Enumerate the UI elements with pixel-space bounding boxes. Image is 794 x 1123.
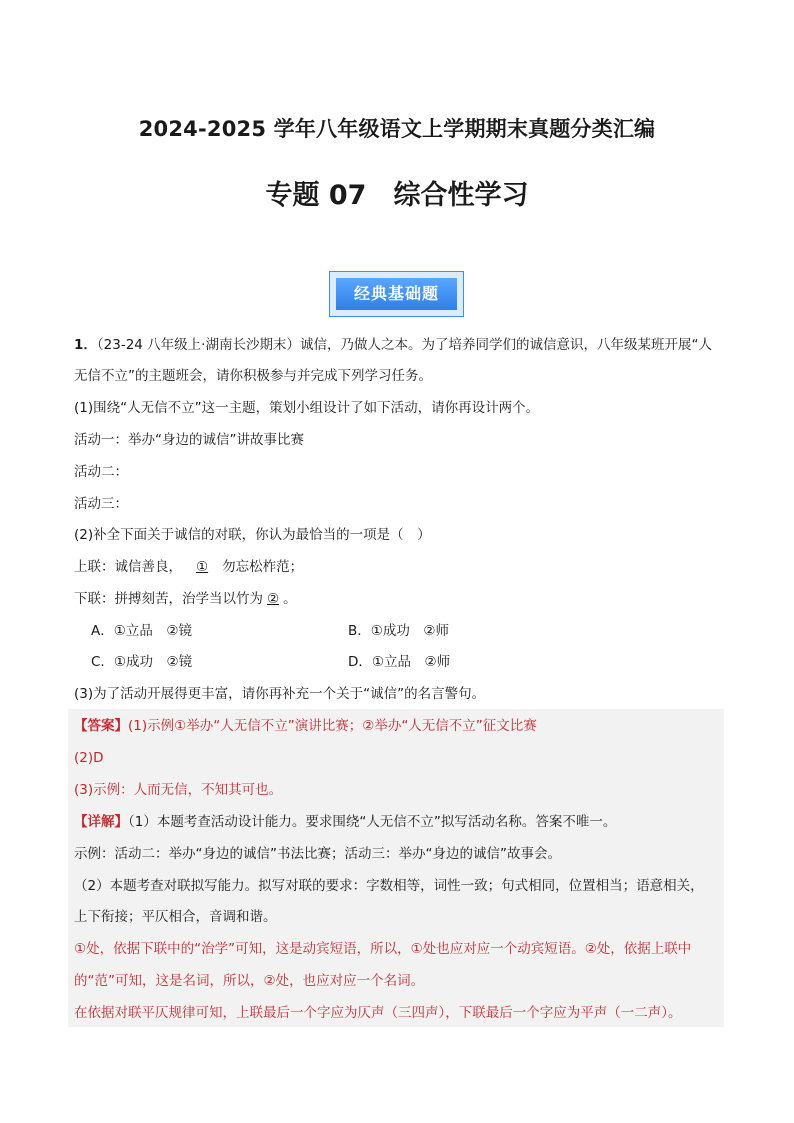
topic-title: 专题 07 综合性学习	[265, 180, 529, 211]
detail-line-2: 示例：活动二：举办“身边的诚信”书法比赛；活动三：举办“身边的诚信”故事会。	[74, 846, 561, 862]
answer-section	[68, 709, 724, 1027]
section-banner	[329, 271, 464, 317]
activity-two: 活动二：	[74, 464, 128, 480]
answer-part-3: (3)示例：人而无信，不知其可也。	[74, 782, 283, 798]
answer-line-1	[74, 717, 537, 735]
detail-line-6: 的“范”可知，这是名词，所以，②处，也应对应一个名词。	[74, 973, 425, 989]
question-part-1: (1)围绕“人无信不立”这一主题，策划小组设计了如下活动，请你再设计两个。	[74, 400, 540, 416]
couplet-lower-blank: ②	[267, 591, 280, 607]
couplet-upper-prefix: 上联：诚信善良，	[74, 559, 182, 575]
option-c: C．①成功 ②镜	[91, 654, 193, 670]
couplet-lower	[74, 590, 297, 608]
question-intro-text-1: （23-24 八年级上·湖南长沙期末）诚信，乃做人之本。为了培养同学们的诚信意识，八年级某班开展“人	[96, 337, 712, 353]
detail-text-1: （1）本题考查活动设计能力。要求围绕“人无信不立”拟写活动名称。答案不唯一。	[128, 814, 617, 830]
couplet-upper-blank: ①	[196, 559, 209, 575]
answer-part-2: (2)D	[74, 750, 104, 766]
detail-line-7: 在依据对联平仄规律可知，上联最后一个字应为仄声（三四声），下联最后一个字应为平声（一二声）。	[74, 1005, 682, 1021]
document-title: 2024-2025 学年八年级语文上学期期末真题分类汇编	[138, 117, 656, 141]
detail-tag: 【详解】	[74, 814, 128, 830]
detail-line-1	[74, 813, 616, 831]
answer-tag: 【答案】	[74, 718, 128, 734]
couplet-lower-suffix: 。	[283, 591, 297, 607]
detail-line-3: （2）本题考查对联拟写能力。拟写对联的要求：字数相等，词性一致；句式相同，位置相当；语意相关，	[74, 878, 704, 894]
section-banner-label: 经典基础题	[336, 278, 457, 310]
couplet-upper	[74, 558, 303, 576]
answer-part-1: (1)示例①举办“人无信不立”演讲比赛；②举办“人无信不立”征文比赛	[128, 718, 537, 734]
activity-one: 活动一：举办“身边的诚信”讲故事比赛	[74, 432, 304, 448]
option-a: A．①立品 ②镜	[91, 623, 192, 639]
detail-line-5: ①处，依据下联中的“治学”可知，这是动宾短语，所以，①处也应对应一个动宾短语。②处，依据上联中	[74, 941, 692, 957]
question-number: 1．	[74, 337, 97, 353]
detail-line-4: 上下衔接；平仄相合，音调和谐。	[74, 909, 277, 925]
couplet-lower-prefix: 下联：拼搏刻苦，治学当以竹为	[74, 591, 263, 607]
activity-three: 活动三：	[74, 496, 128, 512]
question-part-3: (3)为了活动开展得更丰富，请你再补充一个关于“诚信”的名言警句。	[74, 686, 486, 702]
question-part-2: (2)补全下面关于诚信的对联，你认为最恰当的一项是（ ）	[74, 527, 431, 543]
question-intro-line-2: 无信不立”的主题班会，请你积极参与并完成下列学习任务。	[74, 368, 432, 384]
couplet-upper-suffix: 勿忘松柞范；	[222, 559, 304, 575]
option-d: D．①立品 ②师	[348, 654, 451, 670]
option-b: B．①成功 ②师	[348, 623, 449, 639]
question-intro-line-1	[74, 336, 712, 354]
